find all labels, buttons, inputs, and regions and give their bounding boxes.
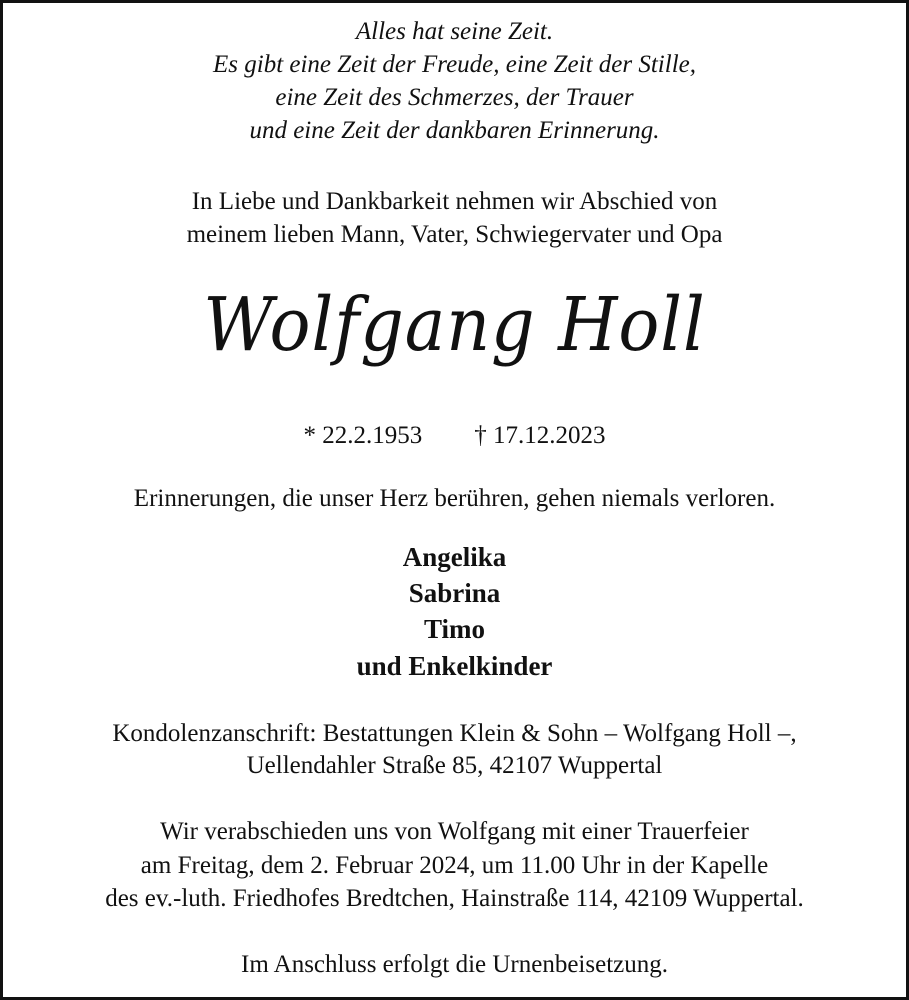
- deceased-name: Wolfgang Holl: [203, 282, 706, 368]
- death-date: † 17.12.2023: [474, 422, 606, 449]
- intro-line-2: meinem lieben Mann, Vater, Schwiegervater und Opa: [186, 221, 723, 248]
- intro-line-1: In Liebe und Dankbarkeit nehmen wir Abschied von: [191, 188, 718, 215]
- motto-line-1: Alles hat seine Zeit.: [355, 18, 554, 45]
- motto-line-4: und eine Zeit der dankbaren Erinnerung.: [249, 117, 660, 144]
- life-dates: [3, 421, 906, 451]
- ceremony-line-2: am Freitag, dem 2. Februar 2024, um 11.00 Uhr in der Kapelle: [140, 852, 769, 879]
- motto-line-2: Es gibt eine Zeit der Freude, eine Zeit der Stille,: [213, 51, 696, 78]
- motto-line-3: eine Zeit des Schmerzes, der Trauer: [275, 84, 634, 111]
- ceremony-line-3: des ev.-luth. Friedhofes Bredtchen, Hainstraße 114, 42109 Wuppertal.: [105, 885, 804, 912]
- memorial-quote: Erinnerungen, die unser Herz berühren, gehen niemals verloren.: [133, 485, 776, 512]
- mourner-name: Angelika: [402, 542, 507, 572]
- mourner-name: und Enkelkinder: [356, 651, 553, 681]
- birth-date: * 22.2.1953: [303, 422, 423, 449]
- mourner-name: Timo: [423, 614, 485, 644]
- burial-note: Im Anschluss erfolgt die Urnenbeisetzung.: [241, 951, 668, 978]
- mourner-name: Sabrina: [408, 578, 501, 608]
- condolence-line-2: Uellendahler Straße 85, 42107 Wuppertal: [246, 752, 663, 779]
- ceremony-line-1: Wir verabschieden uns von Wolfgang mit einer Trauerfeier: [160, 818, 749, 845]
- condolence-line-1: Kondolenzanschrift: Bestattungen Klein & Sohn – Wolfgang Holl –,: [112, 720, 797, 747]
